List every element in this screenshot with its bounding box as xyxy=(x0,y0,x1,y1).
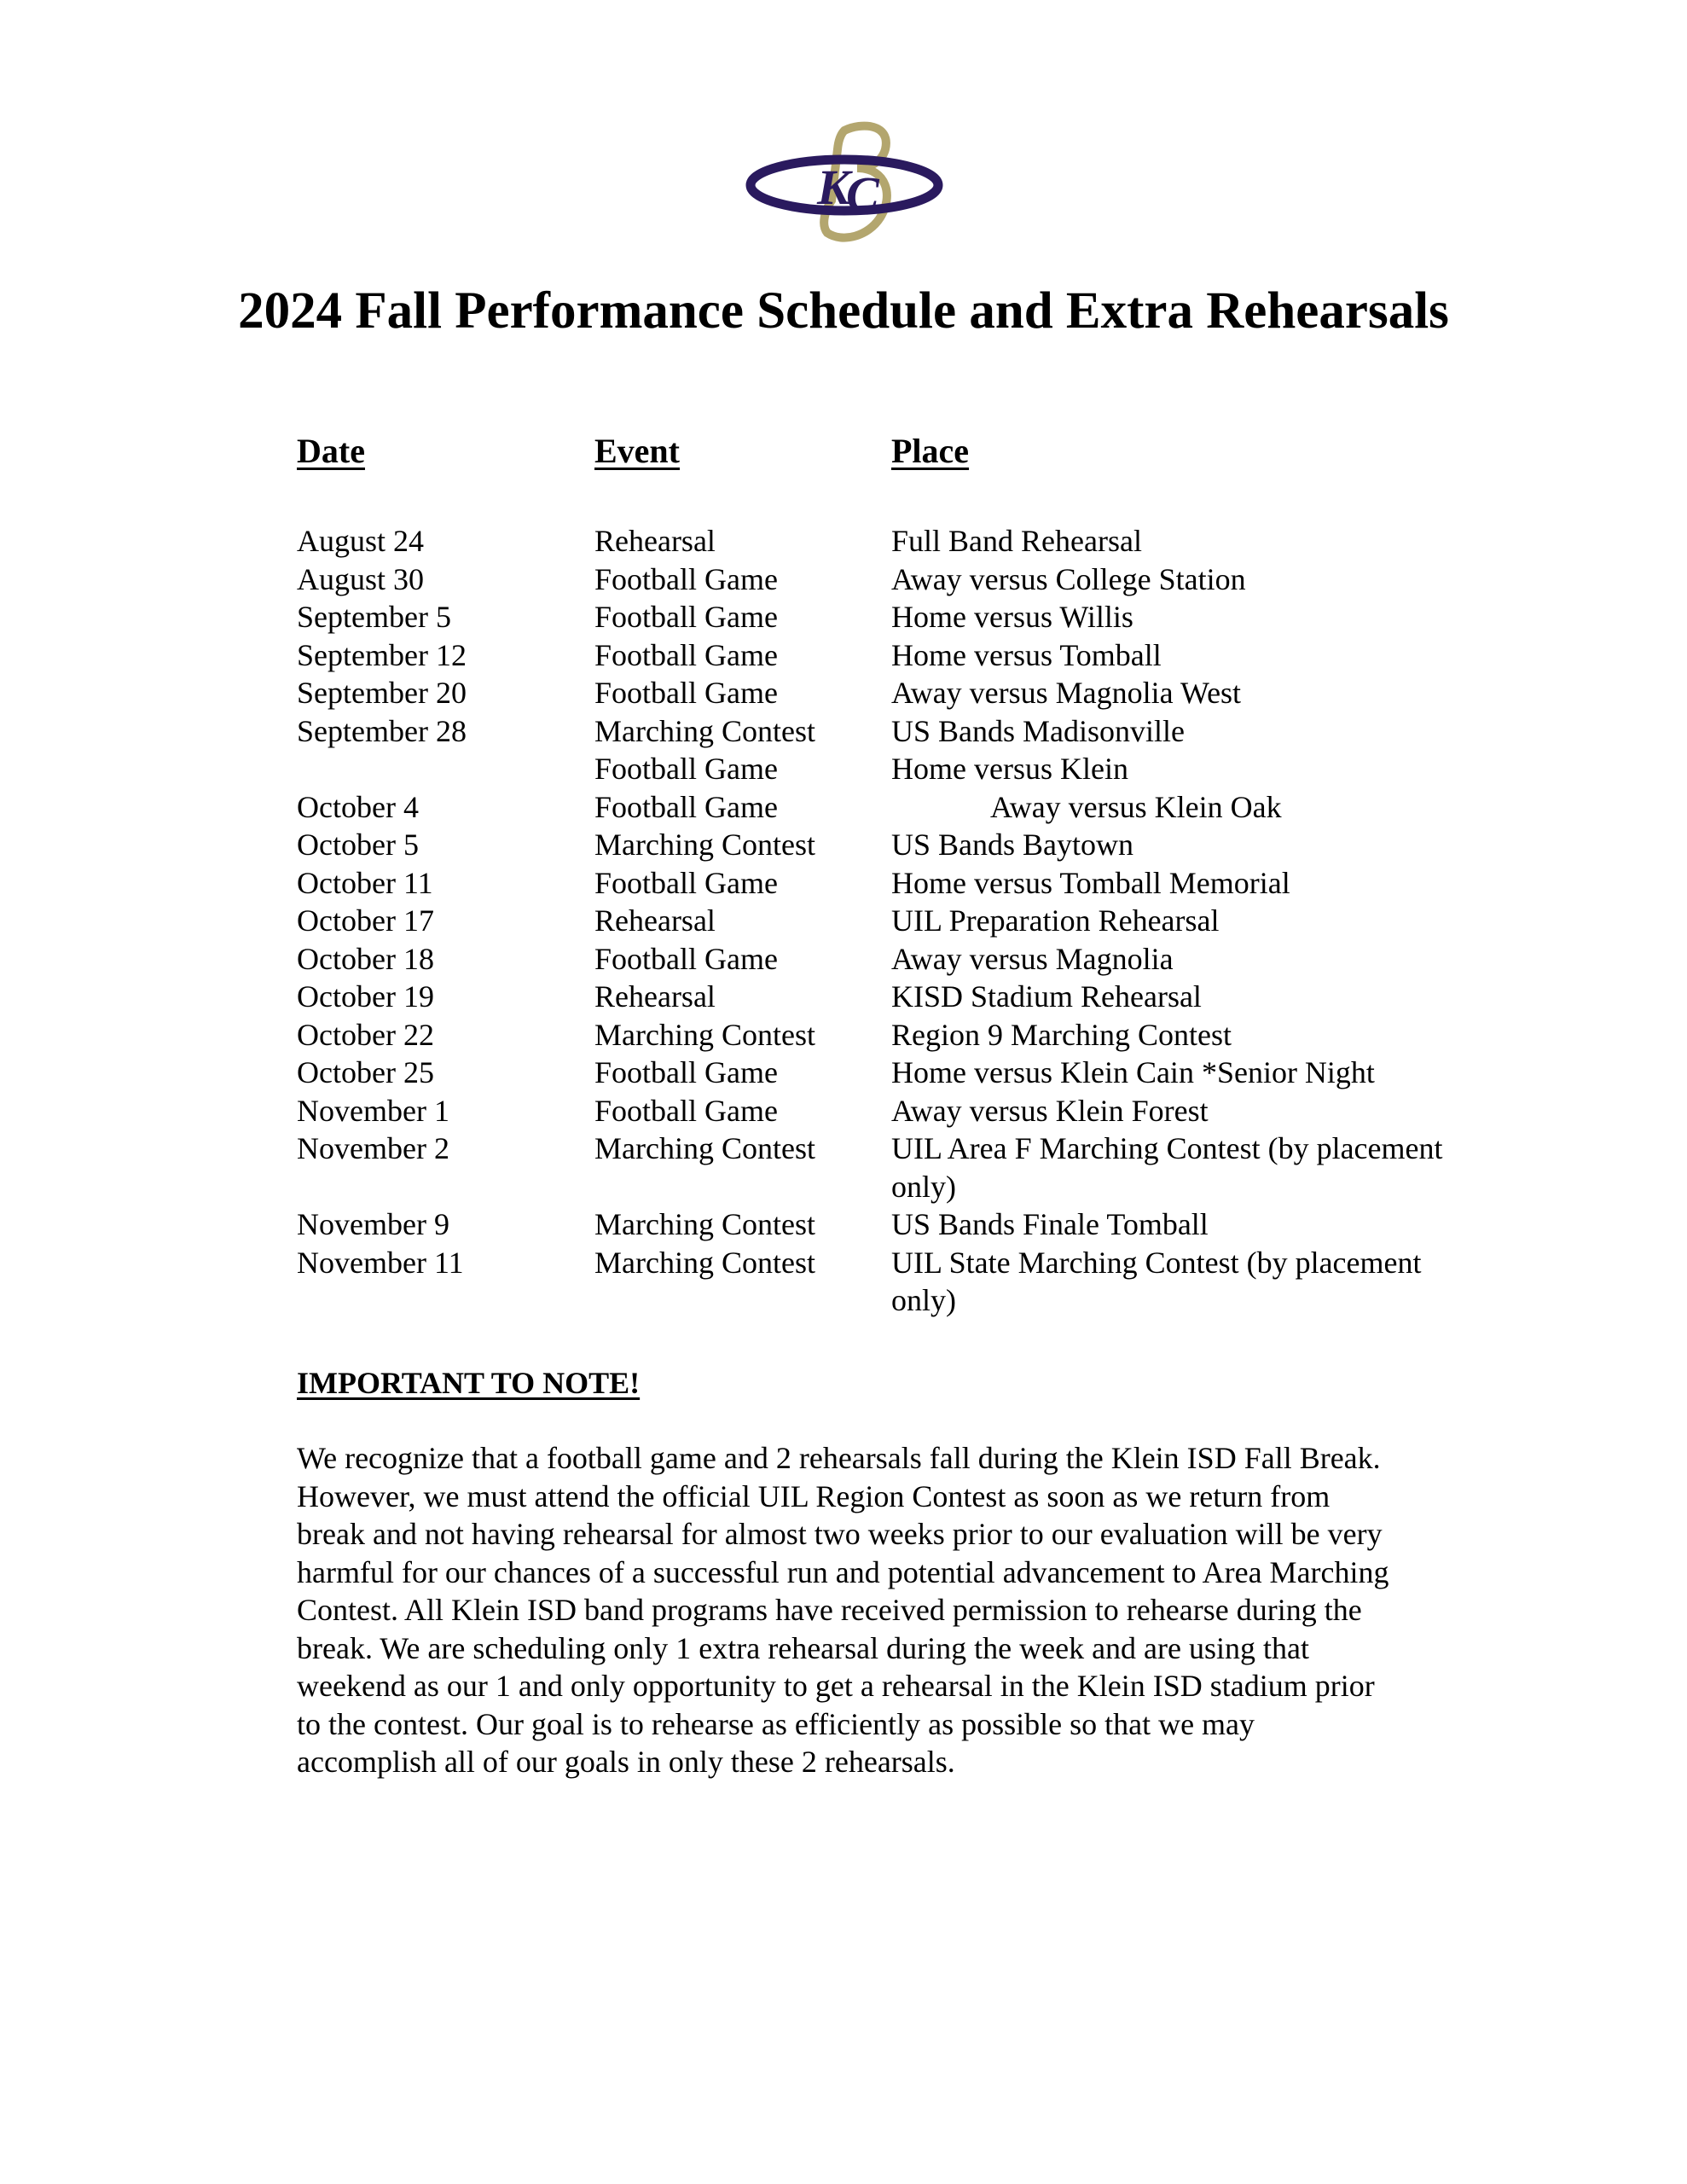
cell-place: Away versus Magnolia xyxy=(891,941,1174,976)
cell-place: Away versus College Station xyxy=(891,561,1246,596)
table-row xyxy=(297,788,1491,827)
cell-event: Football Game xyxy=(594,941,778,976)
table-row xyxy=(297,1054,1491,1092)
cell-place: Region 9 Marching Contest xyxy=(891,1017,1232,1052)
cell-date: November 9 xyxy=(297,1207,449,1241)
table-row xyxy=(297,1016,1491,1054)
cell-place: US Bands Madisonville xyxy=(891,713,1186,748)
cell-date: October 5 xyxy=(297,828,419,862)
cell-event: Football Game xyxy=(594,561,778,596)
cell-event: Rehearsal xyxy=(594,979,716,1014)
cell-place: Away versus Klein Forest xyxy=(891,1093,1209,1128)
cell-date: October 17 xyxy=(297,903,434,938)
cell-date: September 20 xyxy=(297,676,467,710)
table-row xyxy=(297,978,1491,1016)
cell-date: August 24 xyxy=(297,524,425,558)
table-row xyxy=(297,1205,1491,1244)
table-row xyxy=(297,902,1491,940)
cell-place: Home versus Klein Cain *Senior Night xyxy=(891,1055,1375,1089)
cell-place: KISD Stadium Rehearsal xyxy=(891,979,1202,1014)
cell-place: UIL Area F Marching Contest (by placement only) xyxy=(891,1131,1443,1204)
cell-event: Marching Contest xyxy=(594,828,815,862)
table-row xyxy=(297,674,1491,712)
paragraph-line: accomplish all of our goals in only these 2 rehearsals. xyxy=(297,1745,955,1779)
cell-event: Football Game xyxy=(594,1055,778,1089)
cell-place: Away versus Magnolia West xyxy=(891,676,1242,710)
cell-place: Away versus Klein Oak xyxy=(990,789,1282,824)
cell-event: Football Game xyxy=(594,676,778,710)
header-place: Place xyxy=(891,432,970,470)
cell-event: Football Game xyxy=(594,637,778,672)
important-note-paragraph xyxy=(297,1439,1491,1781)
table-row xyxy=(297,864,1491,903)
cell-place: UIL Preparation Rehearsal xyxy=(891,903,1220,938)
paragraph-line: harmful for our chances of a successful run and potential advancement to Area Marching xyxy=(297,1554,1389,1589)
cell-event: Football Game xyxy=(594,789,778,824)
cell-date: November 2 xyxy=(297,1131,449,1165)
schedule-header xyxy=(297,431,1491,482)
paragraph-line: weekend as our 1 and only opportunity to get a rehearsal in the Klein ISD stadium prior xyxy=(297,1669,1375,1703)
cell-event: Football Game xyxy=(594,752,778,786)
cell-date: October 25 xyxy=(297,1055,434,1089)
cell-event: Rehearsal xyxy=(594,524,716,558)
cell-event: Football Game xyxy=(594,600,778,634)
cell-event: Marching Contest xyxy=(594,1131,815,1165)
cell-date: October 11 xyxy=(297,865,433,900)
cell-place: Full Band Rehearsal xyxy=(891,524,1142,558)
paragraph-line: We recognize that a football game and 2 rehearsals fall during the Klein ISD Fall Break. xyxy=(297,1441,1381,1475)
cell-date: October 18 xyxy=(297,941,434,976)
page-title: 2024 Fall Performance Schedule and Extra Rehearsals xyxy=(238,282,1449,340)
table-row xyxy=(297,750,1491,788)
cell-date: October 4 xyxy=(297,789,419,824)
cell-place: Home versus Klein xyxy=(891,752,1128,786)
cell-event: Football Game xyxy=(594,1093,778,1128)
cell-event: Marching Contest xyxy=(594,1245,815,1280)
table-row xyxy=(297,1130,1491,1205)
svg-text:C: C xyxy=(846,166,879,222)
cell-event: Marching Contest xyxy=(594,713,815,748)
header-date: Date xyxy=(297,432,365,470)
important-note-heading: IMPORTANT TO NOTE! xyxy=(297,1366,641,1400)
cell-date: November 1 xyxy=(297,1093,449,1128)
cell-place: US Bands Baytown xyxy=(891,828,1134,862)
logo-mark-icon xyxy=(742,115,947,252)
cell-date: August 30 xyxy=(297,561,425,596)
cell-event: Marching Contest xyxy=(594,1017,815,1052)
table-row xyxy=(297,826,1491,864)
paragraph-line: break. We are scheduling only 1 extra rehearsal during the week and are using that xyxy=(297,1630,1309,1665)
table-row xyxy=(297,636,1491,675)
cell-place: Home versus Tomball Memorial xyxy=(891,865,1290,900)
kcb-logo xyxy=(742,115,947,252)
cell-place: Home versus Tomball xyxy=(891,637,1162,672)
cell-place: Home versus Willis xyxy=(891,600,1133,634)
table-row xyxy=(297,598,1491,636)
table-row xyxy=(297,1092,1491,1130)
schedule-table xyxy=(297,431,1491,1320)
cell-place: UIL State Marching Contest (by placement only) xyxy=(891,1245,1422,1317)
cell-date: November 11 xyxy=(297,1245,464,1280)
cell-date: September 5 xyxy=(297,600,451,634)
svg-text:K: K xyxy=(817,160,850,215)
cell-date: September 28 xyxy=(297,713,467,748)
paragraph-line: to the contest. Our goal is to rehearse as efficiently as possible so that we may xyxy=(297,1706,1255,1741)
cell-event: Football Game xyxy=(594,865,778,900)
cell-date: September 12 xyxy=(297,637,467,672)
cell-date: October 22 xyxy=(297,1017,434,1052)
table-row xyxy=(297,712,1491,751)
schedule-rows xyxy=(297,522,1491,1320)
table-row xyxy=(297,561,1491,599)
table-row xyxy=(297,940,1491,979)
table-row xyxy=(297,522,1491,561)
cell-event: Marching Contest xyxy=(594,1207,815,1241)
paragraph-line: However, we must attend the official UIL Region Contest as soon as we return from xyxy=(297,1478,1330,1513)
paragraph-line: break and not having rehearsal for almost two weeks prior to our evaluation will be very xyxy=(297,1517,1383,1551)
cell-event: Rehearsal xyxy=(594,903,716,938)
paragraph-line: Contest. All Klein ISD band programs have received permission to rehearse during the xyxy=(297,1593,1362,1627)
cell-place: US Bands Finale Tomball xyxy=(891,1207,1209,1241)
table-row xyxy=(297,1244,1491,1320)
header-event: Event xyxy=(594,432,680,470)
cell-date: October 19 xyxy=(297,979,434,1014)
